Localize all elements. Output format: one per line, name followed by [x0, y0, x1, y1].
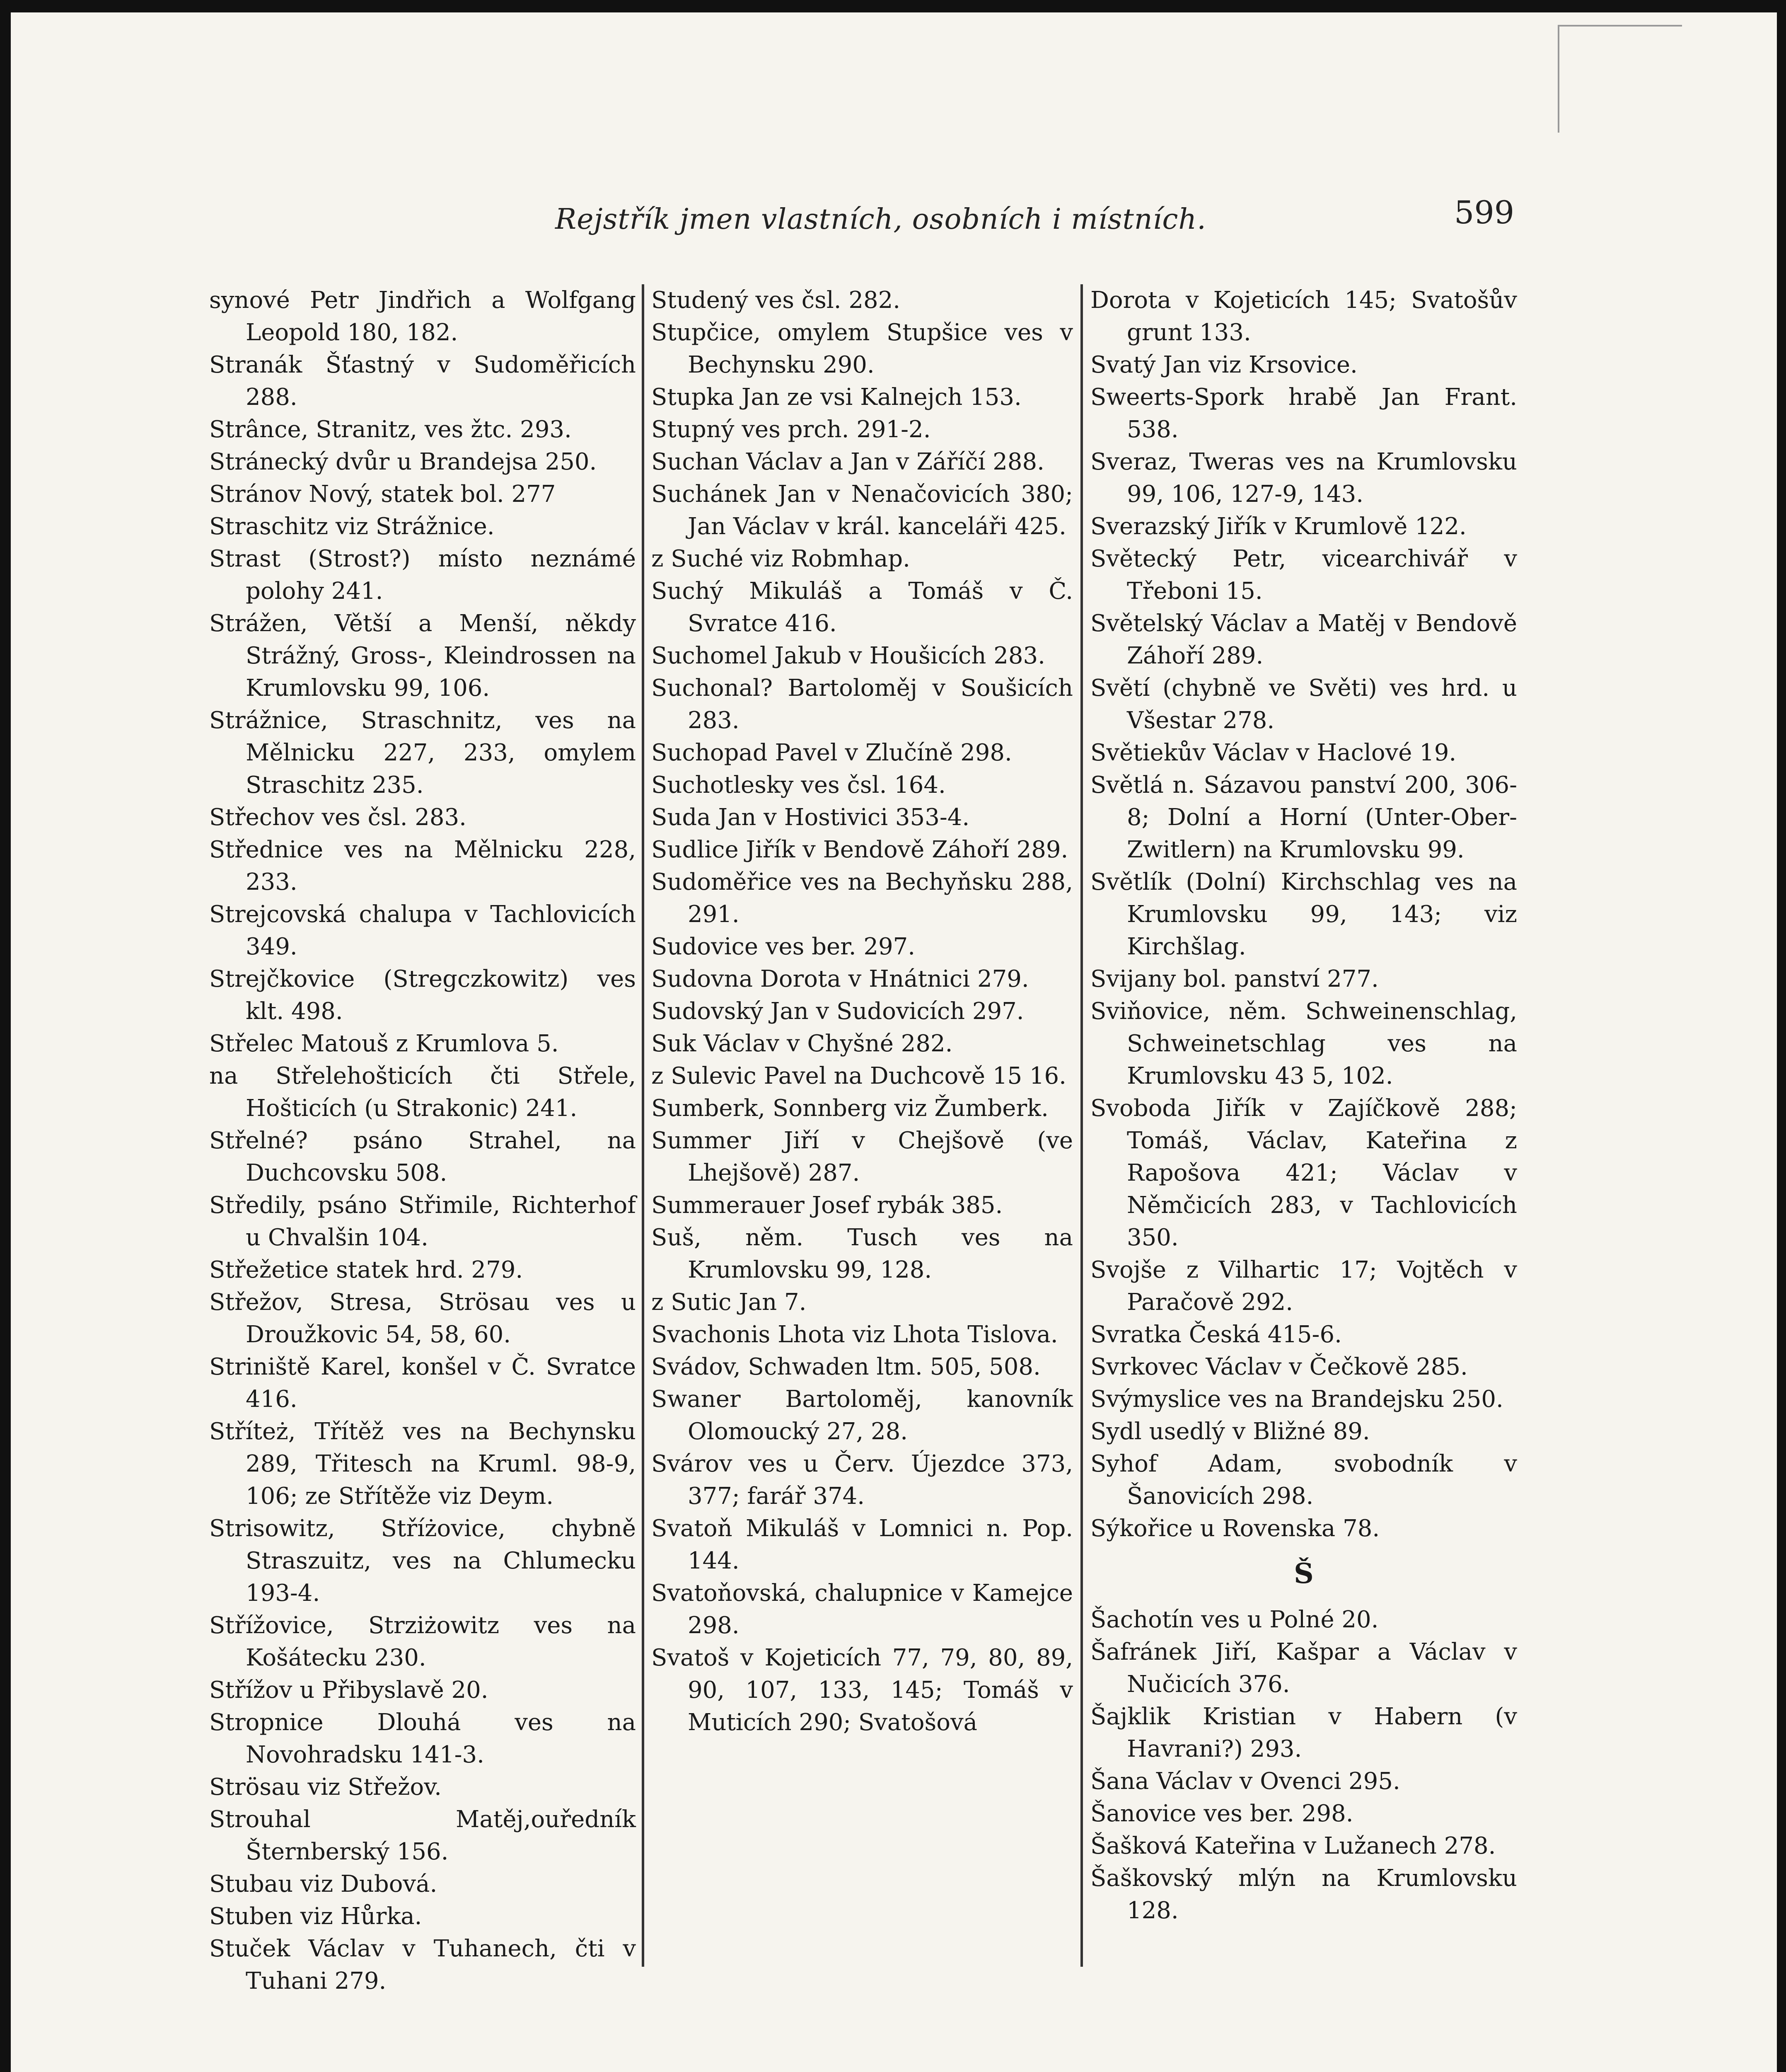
- index-entry: Stuček Václav v Tuhanech, čti v Tuhani 279.: [209, 1935, 636, 1995]
- index-entry: Sudovský Jan v Sudovicích 297.: [651, 998, 1024, 1025]
- index-entry: Swaner Bartoloměj, kanovník Olomoucký 27, 28.: [651, 1386, 1073, 1445]
- index-entry: Studený ves čsl. 282.: [651, 287, 901, 314]
- index-entry: synové Petr Jindřich a Wolfgang Leopold 180, 182.: [209, 287, 636, 346]
- index-entry: Šafránek Jiří, Kašpar a Václav v Nučicích 376.: [1090, 1639, 1517, 1698]
- index-entry: Střednice ves na Mělnicku 228, 233.: [209, 836, 636, 896]
- index-entry: z Sutic Jan 7.: [651, 1289, 807, 1316]
- index-entry: Sudovice ves ber. 297.: [651, 933, 916, 960]
- index-entry: Suchan Václav a Jan v Záříčí 288.: [651, 448, 1044, 475]
- index-entry: Střežetice statek hrd. 279.: [209, 1256, 523, 1283]
- index-entry: Středily, psáno Střimile, Richterhof u Chvalšin 104.: [209, 1192, 636, 1251]
- index-entry: Světí (chybně ve Světi) ves hrd. u Všestar 278.: [1090, 675, 1517, 734]
- index-entry: Svádov, Schwaden ltm. 505, 508.: [651, 1353, 1041, 1380]
- index-entry: Stupný ves prch. 291-2.: [651, 416, 931, 443]
- index-entry: Šajklik Kristian v Habern (v Havrani?) 293.: [1090, 1703, 1517, 1762]
- index-entry: Šanovice ves ber. 298.: [1090, 1800, 1353, 1827]
- index-entry: Sumberk, Sonnberg viz Žumberk.: [651, 1095, 1049, 1122]
- index-entry: Svatý Jan viz Krsovice.: [1090, 351, 1358, 378]
- index-entry: Šana Václav v Ovenci 295.: [1090, 1768, 1400, 1795]
- index-entry: Strejčkovice (Stregczkowitz) ves klt. 498.: [209, 966, 636, 1025]
- page-number: 599: [1454, 194, 1515, 231]
- index-entry: Střížov u Přibyslavě 20.: [209, 1677, 488, 1704]
- index-entry: z Suché viz Robmhap.: [651, 545, 910, 572]
- index-entry: Sudlice Jiřík v Bendově Záhoří 289.: [651, 836, 1068, 863]
- index-entry: Straschitz viz Strážnice.: [209, 513, 495, 540]
- index-entry: Šaškovský mlýn na Krumlovsku 128.: [1090, 1865, 1517, 1924]
- index-entry: Střežov, Stresa, Strösau ves u Droužkovic 54, 58, 60.: [209, 1289, 636, 1348]
- index-entry: Strast (Strost?) místo neznámé polohy 241.: [209, 545, 636, 605]
- index-entry: Šachotín ves u Polné 20.: [1090, 1606, 1379, 1633]
- index-entry: Suchý Mikuláš a Tomáš v Č. Svratce 416.: [651, 578, 1073, 637]
- index-entry: Sudoměřice ves na Bechyňsku 288, 291.: [651, 869, 1073, 928]
- index-entry: Svárov ves u Červ. Újezdce 373, 377; farář 374.: [651, 1450, 1073, 1510]
- index-entry: Suš, něm. Tusch ves na Krumlovsku 99, 128.: [651, 1224, 1073, 1283]
- index-entry: Strážen, Větší a Menší, někdy Strážný, Gross-, Kleindrossen na Krumlovsku 99, 106.: [209, 610, 636, 702]
- index-entry: Dorota v Kojeticích 145; Svatošův grunt 133.: [1090, 287, 1517, 346]
- index-entry: Střížovice, Strziżowitz ves na Košátecku 230.: [209, 1612, 636, 1671]
- index-column-1: [209, 284, 636, 1997]
- index-entry: Strânce, Stranitz, ves žtc. 293.: [209, 416, 572, 443]
- index-entry: Summer Jiří v Chejšově (ve Lhejšově) 287.: [651, 1127, 1073, 1186]
- index-entry: Suk Václav v Chyšné 282.: [651, 1030, 953, 1057]
- index-entry: Sudovna Dorota v Hnátnici 279.: [651, 966, 1029, 992]
- index-entry: z Sulevic Pavel na Duchcově 15 16.: [651, 1063, 1066, 1089]
- index-entry: Stranák Šťastný v Sudoměřicích 288.: [209, 351, 636, 411]
- index-entry: Sweerts-Spork hrabě Jan Frant. 538.: [1090, 384, 1517, 443]
- index-entry: Střelné? psáno Strahel, na Duchcovsku 508.: [209, 1127, 636, 1186]
- index-entry: Světelský Václav a Matěj v Bendově Záhoří 289.: [1090, 610, 1517, 669]
- column-divider: [642, 284, 644, 1967]
- index-entry: Sýkořice u Rovenska 78.: [1090, 1515, 1380, 1542]
- index-entry: Stupčice, omylem Stupšice ves v Bechynsku 290.: [651, 319, 1073, 378]
- index-entry: Šašková Kateřina v Lužanech 278.: [1090, 1832, 1496, 1859]
- index-entry: Sveraz, Tweras ves na Krumlovsku 99, 106, 127-9, 143.: [1090, 448, 1517, 508]
- index-entry: Strösau viz Střežov.: [209, 1774, 442, 1801]
- scan-corner-mark: [1558, 25, 1559, 133]
- section-letter-heading: Š: [1294, 1557, 1314, 1590]
- index-entry: Stupka Jan ze vsi Kalnejch 153.: [651, 384, 1022, 411]
- index-entry: Svatoňovská, chalupnice v Kamejce 298.: [651, 1580, 1073, 1639]
- index-entry: Strejcovská chalupa v Tachlovicích 349.: [209, 901, 636, 960]
- index-entry: Světlík (Dolní) Kirchschlag ves na Krumlovsku 99, 143; viz Kirchšlag.: [1090, 869, 1517, 960]
- index-entry: Strouhal Matěj,ouředník Šternberský 156.: [209, 1806, 636, 1865]
- index-entry: Stuben viz Hůrka.: [209, 1903, 422, 1930]
- index-entry: Suchonal? Bartoloměj v Soušicích 283.: [651, 675, 1073, 734]
- index-entry: Střelec Matouš z Krumlova 5.: [209, 1030, 559, 1057]
- index-entry: Svatoš v Kojeticích 77, 79, 80, 89, 90, 107, 133, 145; Tomáš v Muticích 290; Svatošová: [651, 1644, 1073, 1736]
- index-column-2: [651, 284, 1073, 1739]
- index-entry: Světlá n. Sázavou panství 200, 306-8; Dolní a Horní (Unter-Ober-Zwitlern) na Krumlovsku 99.: [1090, 772, 1517, 863]
- index-entry: Strážnice, Straschnitz, ves na Mělnicku 227, 233, omylem Straschitz 235.: [209, 707, 636, 799]
- index-entry: Svratka Česká 415-6.: [1090, 1321, 1342, 1348]
- index-entry: Svýmyslice ves na Brandejsku 250.: [1090, 1386, 1503, 1413]
- index-entry: Svoboda Jiřík v Zajíčkově 288; Tomáš, Václav, Kateřina z Rapošova 421; Václav v Němčicích 283, v Tachlovicích 350.: [1090, 1095, 1517, 1251]
- index-entry: Stropnice Dlouhá ves na Novohradsku 141-3.: [209, 1709, 636, 1768]
- index-entry: Suda Jan v Hostivici 353-4.: [651, 804, 970, 831]
- index-entry: Striniště Karel, konšel v Č. Svratce 416.: [209, 1353, 636, 1413]
- index-entry: Svachonis Lhota viz Lhota Tislova.: [651, 1321, 1058, 1348]
- index-entry: Stubau viz Dubová.: [209, 1871, 437, 1898]
- index-entry: Stránecký dvůr u Brandejsa 250.: [209, 448, 597, 475]
- index-entry: Suchánek Jan v Nenačovicích 380; Jan Václav v král. kanceláři 425.: [651, 481, 1073, 540]
- index-entry: Suchopad Pavel v Zlučíně 298.: [651, 739, 1012, 766]
- index-entry: na Střelehošticích čti Střele, Hošticích (u Strakonic) 241.: [209, 1063, 636, 1122]
- index-entry: Stránov Nový, statek bol. 277: [209, 481, 556, 508]
- index-entry: Summerauer Josef rybák 385.: [651, 1192, 1003, 1219]
- index-entry: Strisowitz, Stříżovice, chybně Straszuitz, ves na Chlumecku 193-4.: [209, 1515, 636, 1607]
- index-column-3: [1090, 284, 1517, 1927]
- index-entry: Syhof Adam, svobodník v Šanovicích 298.: [1090, 1450, 1517, 1510]
- index-entry: Svojše z Vilhartic 17; Vojtěch v Paračově 292.: [1090, 1256, 1517, 1316]
- index-entry: Svrkovec Václav v Čečkově 285.: [1090, 1353, 1468, 1380]
- index-entry: Suchomel Jakub v Houšicích 283.: [651, 642, 1045, 669]
- index-entry: Svatoň Mikuláš v Lomnici n. Pop. 144.: [651, 1515, 1073, 1574]
- index-entry: Stříteż, Třítěž ves na Bechynsku 289, Třitesch na Kruml. 98-9, 106; ze Střítěže viz Deym.: [209, 1418, 636, 1510]
- index-entry: Světecký Petr, vicearchivář v Třeboni 15.: [1090, 545, 1517, 605]
- running-header-title: Rejstřík jmen vlastních, osobních i místních.: [555, 203, 1206, 236]
- index-entry: Svijany bol. panství 277.: [1090, 966, 1379, 992]
- index-entry: Sverazský Jiřík v Krumlově 122.: [1090, 513, 1467, 540]
- index-entry: Střechov ves čsl. 283.: [209, 804, 466, 831]
- index-entry: Suchotlesky ves čsl. 164.: [651, 772, 946, 799]
- scan-corner-mark: [1558, 25, 1682, 27]
- column-divider: [1080, 284, 1083, 1967]
- index-entry: Světiekův Václav v Haclové 19.: [1090, 739, 1457, 766]
- index-entry: Sydl usedlý v Bližné 89.: [1090, 1418, 1370, 1445]
- index-entry: Sviňovice, něm. Schweinenschlag, Schweinetschlag ves na Krumlovsku 43 5, 102.: [1090, 998, 1517, 1089]
